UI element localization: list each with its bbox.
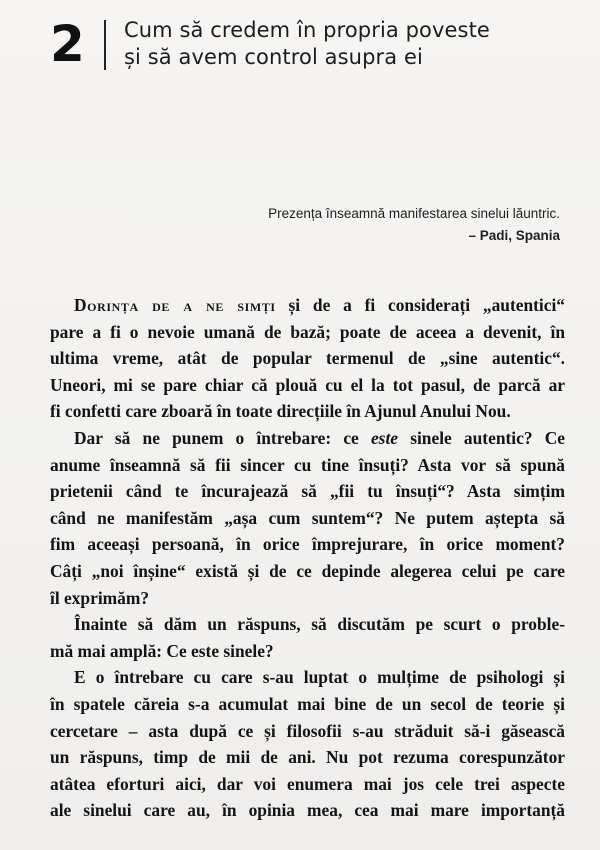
epigraph <box>140 203 560 247</box>
body-line: Înainte să dăm un răspuns, să discutăm pe scurt o proble- <box>74 614 565 635</box>
epigraph-author: – Padi, Spania <box>468 228 560 243</box>
body-line: îl exprimăm? <box>50 587 150 608</box>
chapter-title-line: și să avem control asupra ei <box>124 45 423 69</box>
body-line: Dar să ne punem o întrebare: ce este sinele autentic? Ce <box>74 427 565 448</box>
body-line: pare a fi o nevoie umană de bază; poate de aceea a devenit, în <box>50 321 565 342</box>
chapter-title-line: Cum să credem în propria poveste <box>124 18 490 42</box>
body-line: Uneori, mi se pare chiar că plouă cu el la tot pasul, de parcă ar <box>50 374 565 395</box>
body-line: în spatele căreia s-a acumulat mai bine de un secol de teorie și <box>50 693 565 714</box>
chapter-divider <box>104 20 106 70</box>
body-line: ultima vreme, atât de popular termenul de „sine autentic“. <box>50 348 565 369</box>
body-line: atâtea eforturi aici, dar voi enumera mai jos cele trei aspecte <box>50 773 565 794</box>
body-line: fim aceeași persoană, în orice împrejurare, în orice moment? <box>50 534 565 555</box>
body-line: prietenii când te încurajează să „fii tu însuți“? Asta simțim <box>50 481 565 502</box>
body-line: un răspuns, timp de mii de ani. Nu pot rezuma corespunzător <box>50 747 565 768</box>
body-line: când ne manifestăm „așa cum suntem“? Ne putem aștepta să <box>50 507 565 528</box>
body-text <box>50 292 565 824</box>
body-line <box>50 292 565 319</box>
chapter-number: 2 <box>50 15 85 73</box>
body-line: ale sinelui care au, în opinia mea, cea mai mare importanță <box>50 800 565 821</box>
emphasized-word: este <box>370 427 398 448</box>
lead-in-smallcaps: Dorința de a ne simți <box>74 295 276 315</box>
chapter-header <box>50 14 570 74</box>
body-line: cercetare – asta după ce și filosofii s-au străduit să-i găsească <box>50 720 565 741</box>
epigraph-quote: Prezența înseamnă manifestarea sinelui lăuntric. <box>268 206 560 221</box>
body-line: mă mai amplă: Ce este sinele? <box>50 640 274 661</box>
body-line: fi confetti care zboară în toate direcțiile în Ajunul Anului Nou. <box>50 401 511 422</box>
chapter-title <box>124 17 564 71</box>
body-line-text: și de a fi considerați „autentici“ <box>275 295 565 315</box>
body-line: E o întrebare cu care s-au luptat o mulțime de psihologi și <box>74 667 565 688</box>
body-line: anume înseamnă să fii sincer cu tine însuți? Asta vor să spună <box>50 454 565 475</box>
body-line: Câți „noi înșine“ există și de ce depinde alegerea celui pe care <box>50 560 565 581</box>
